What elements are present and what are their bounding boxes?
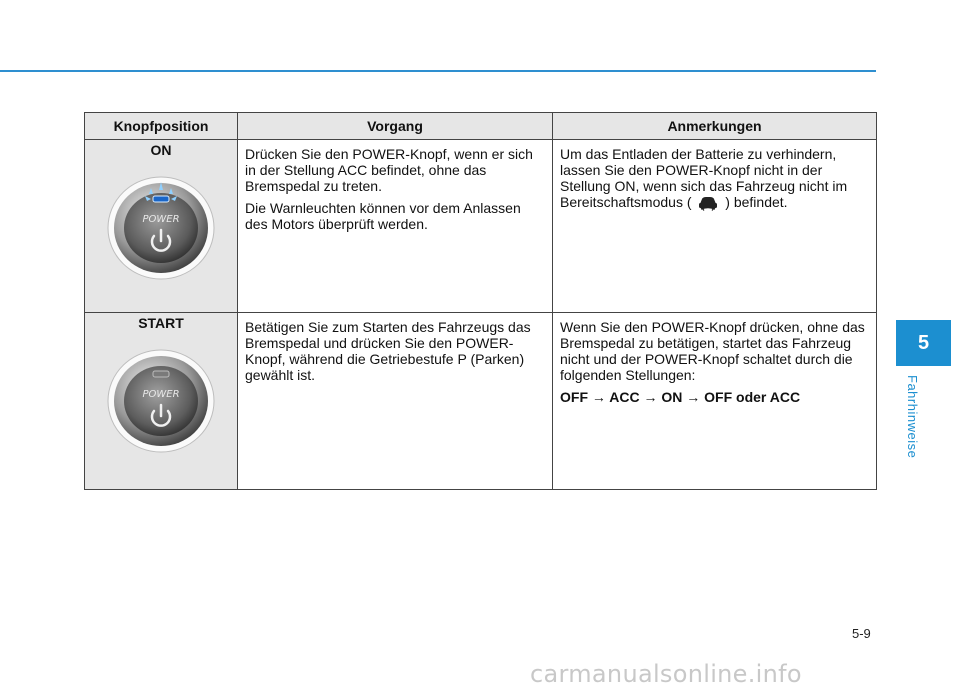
power-label-on: POWER (142, 214, 180, 225)
top-rule (0, 70, 876, 72)
chapter-title: Fahrhinweise (905, 375, 920, 459)
position-label-start: START (138, 315, 184, 331)
header-vorgang: Vorgang (238, 113, 553, 140)
position-sequence: OFF → ACC → ON → OFF oder ACC (560, 389, 801, 405)
button-position-table (84, 112, 877, 490)
page-number: 5-9 (852, 626, 871, 641)
power-button-on-icon (105, 172, 217, 284)
procedure-on-line-2: Die Warnleuchten können vor dem Anlassen des Motors überprüft werden. (245, 200, 521, 232)
watermark: carmanualsonline.info (530, 660, 802, 688)
notes-cell-start (553, 313, 877, 490)
indicator-light-on (153, 196, 169, 202)
procedure-cell-start (238, 313, 553, 490)
notes-on-text-end: ) befindet. (725, 194, 788, 210)
position-cell-on (85, 140, 238, 313)
table-header-row (85, 113, 877, 140)
table-row (85, 313, 877, 490)
power-button-start-icon (105, 345, 217, 457)
ready-mode-car-icon (697, 195, 719, 211)
power-label-start: POWER (142, 389, 180, 400)
table-row (85, 140, 877, 313)
notes-on-text: Um das Entladen der Batterie zu verhindern, lassen Sie den POWER-Knopf nicht in der Stellung ON, wenn sich das Fahrzeug nicht im Bereitschaftsmodus ( (560, 146, 848, 210)
header-anmerkungen: Anmerkungen (553, 113, 877, 140)
procedure-on-line-1: Drücken Sie den POWER-Knopf, wenn er sich in der Stellung ACC befindet, ohne das Bremspedal zu treten. (245, 146, 533, 194)
header-knopfposition: Knopfposition (85, 113, 238, 140)
procedure-start-line-1: Betätigen Sie zum Starten des Fahrzeugs das Bremspedal und drücken Sie den POWER-Knopf, während die Getriebestufe P (Parken) gewählt ist. (245, 319, 531, 383)
chapter-number: 5 (917, 331, 930, 354)
position-cell-start (85, 313, 238, 490)
indicator-light-off (153, 371, 169, 377)
chapter-tab (896, 320, 951, 366)
notes-cell-on (553, 140, 877, 313)
notes-start-text: Wenn Sie den POWER-Knopf drücken, ohne das Bremspedal zu betätigen, startet das Fahrzeug nicht und der POWER-Knopf schaltet durch die folgenden Stellungen: (560, 319, 865, 383)
procedure-cell-on (238, 140, 553, 313)
position-label-on: ON (150, 142, 172, 158)
